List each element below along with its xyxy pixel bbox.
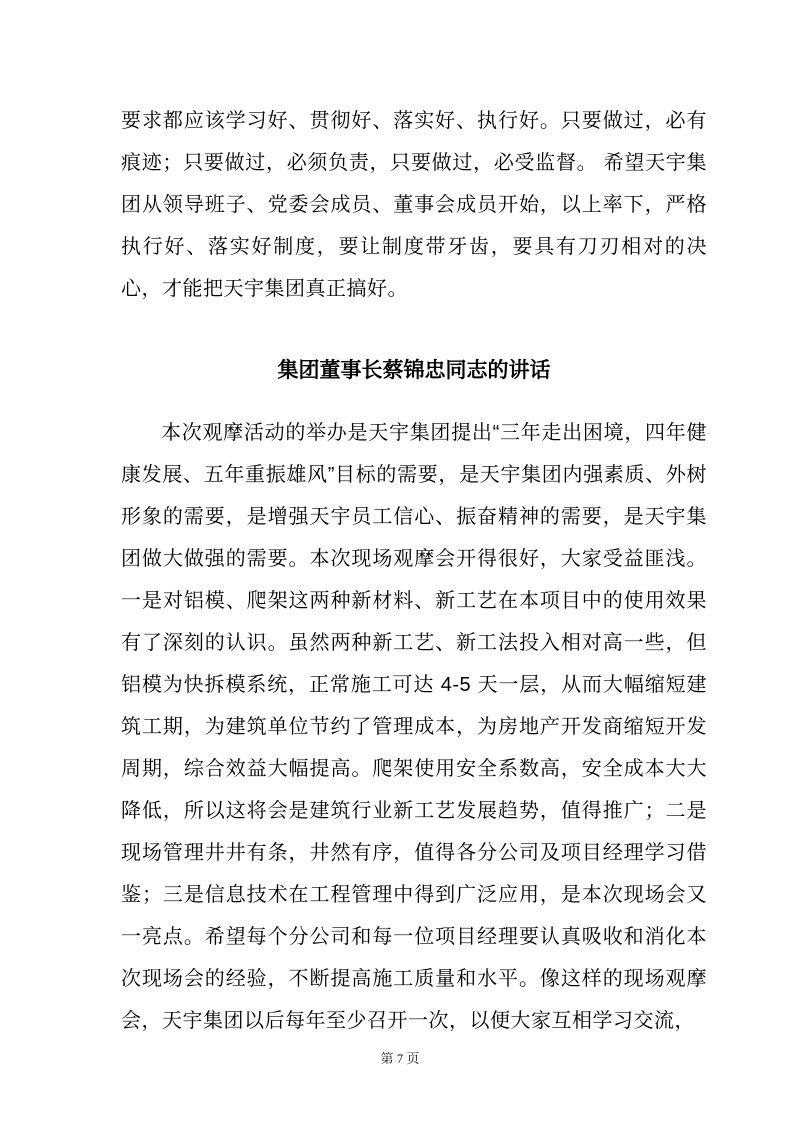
paragraph-speech: 本次观摩活动的举办是天宇集团提出“三年走出困境，四年健康发展、五年重振雄风”目标的需要，是天宇集团内强素质、外树形象的需要，是增强天宇员工信心、振奋精神的需要，是天宇集团做大做强的需要。本次现场观摩会开得很好，大家受益匪浅。一是对铝模、爬架这两种新材料、新工艺在本项目中的使用效果有了深刻的认识。虽然两种新工艺、新工法投入相对高一些，但铝模为快拆模系统，正常施工可达 4-5 天一层，从而大幅缩短建筑工期，为建筑单位节约了管理成本，为房地产开发商缩短开发周期，综合效益大幅提高。爬架使用安全系数高，安全成本大大降低，所以这将会是建筑行业新工艺发展趋势，值得推广；二是现场管理井井有条，井然有序，值得各分公司及项目经理学习借鉴；三是信息技术在工程管理中得到广泛应用，是本次现场会又一亮点。希望每个分公司和每一位项目经理要认真吸收和消化本次现场会的经验，不断提高施工质量和水平。像这样的现场观摩会，天宇集团以后每年至少召开一次，以便大家互相学习交流， xyxy=(121,422,707,1032)
document-content xyxy=(121,100,707,1042)
page-number: 第 7 页 xyxy=(380,1051,420,1066)
paragraph-continuation: 要求都应该学习好、贯彻好、落实好、执行好。只要做过，必有痕迹；只要做过，必须负责，只要做过，必受监督。 希望天宇集团从领导班子、党委会成员、董事会成员开始，以上率下，严格执行好、落实好制度，要让制度带牙齿，要具有刀刃相对的决心，才能把天宇集团真正搞好。 xyxy=(121,110,707,300)
section-heading: 集团董事长蔡锦忠同志的讲话 xyxy=(277,359,551,382)
